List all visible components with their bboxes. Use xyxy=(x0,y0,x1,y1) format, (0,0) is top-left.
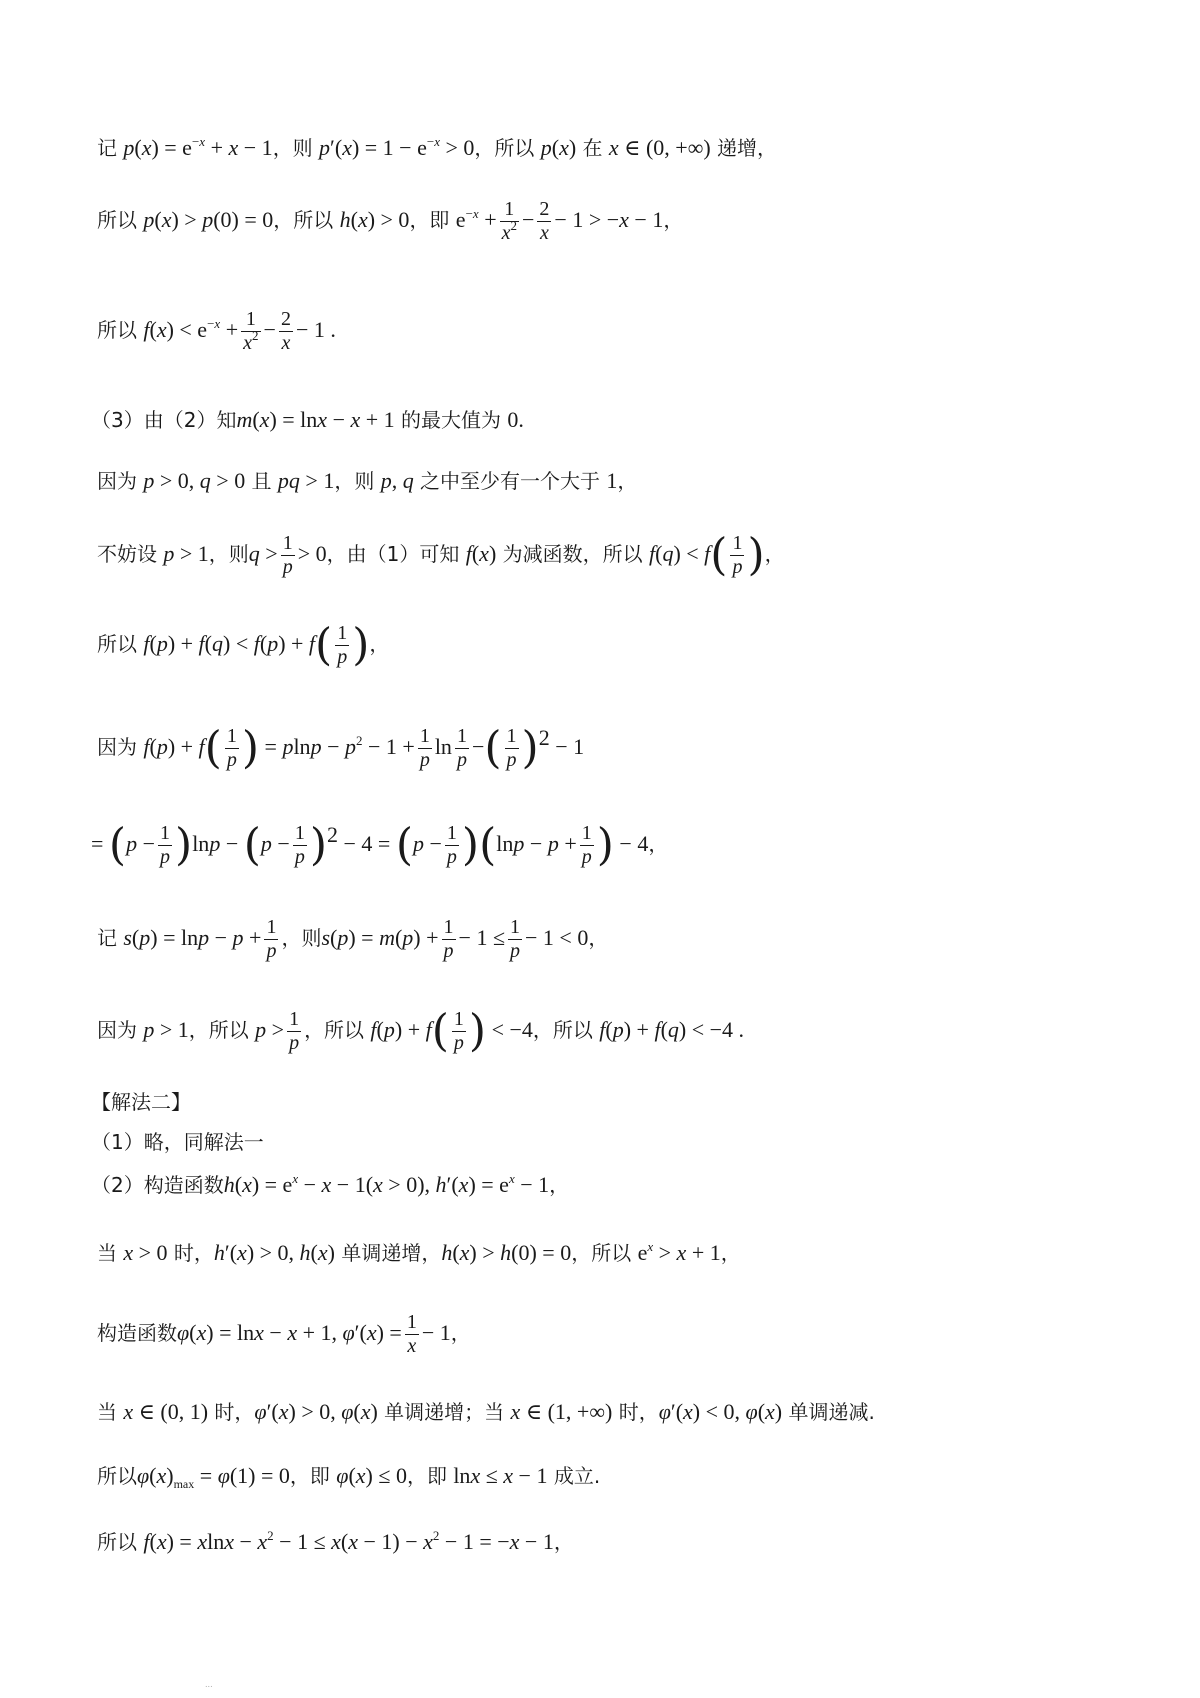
solution-line-17: 当 x ∈ (0, 1) 时，φ′(x) > 0, φ(x) 单调递增；当 x ∈ (1, +∞) 时，φ′(x) < 0, φ(x) 单调递减. xyxy=(97,1399,875,1424)
solution-line-3: 所以 $f(x) < e^{-x}$ + $\frac{1}{x^2}$ − $\frac{2}{x}$ − 1 . xyxy=(97,308,336,354)
solution-line-9: = (p − $\frac{1}{p}$ )lnp − (p − $\frac{1}{p}$ )$^2$ − 4 = (p − $\frac{1}{p}$ )(lnp − p + $\frac{1}{p}$ ) − 4， xyxy=(91,819,669,871)
solution-line-8: 因为 f(p) + f( $\frac{1}{p}$ ) = $plnp - p^2 - 1$ + $\frac{1}{p}$ ln $\frac{1}{p}$ −( $\frac{1}{p}$ )$^2$ − 1 xyxy=(97,722,585,774)
solution-line-14: （2）构造函数$h(x) = e^x - x - 1(x > 0)$, $h'(x) = e^x - 1$， xyxy=(91,1171,570,1197)
solution-line-13: （1）略，同解法一 xyxy=(91,1130,264,1154)
solution-line-4: （3）由（2）知m(x) = lnx − x + 1 的最大值为 0. xyxy=(91,407,524,432)
solution-line-7: 所以 f(p) + f(q) < f(p) + f( $\frac{1}{p}$ )， xyxy=(97,619,390,671)
solution-line-5: 因为 p > 0, q > 0 且 pq > 1，则 p, q 之中至少有一个大于 1， xyxy=(97,468,638,493)
solution-line-11: 因为 p > 1，所以 p > $\frac{1}{p}$ ，所以 f(p) + f( $\frac{1}{p}$ ) < −4，所以 f(p) + f(q) < −4 . xyxy=(97,1005,745,1057)
solution-line-18: 所以$\varphi(x)_{max} = \varphi(1) = 0$，即 φ(x) ≤ 0，即 lnx ≤ x − 1 成立. xyxy=(97,1463,601,1491)
footer-mark: ... xyxy=(205,1680,213,1689)
solution-line-16: 构造函数φ(x) = lnx − x + 1, φ′(x) = $\frac{1}{x}$ − 1， xyxy=(97,1311,471,1357)
solution-line-2: 所以 p(x) > p(0) = 0，所以 h(x) > 0，即 $e^{-x}$ + $\frac{1}{x^2}$ − $\frac{2}{x}$ − 1 > −x − 1， xyxy=(97,198,684,244)
solution-line-1: 记 $p(x) = e^{-x} + x - 1$，则 $p'(x) = 1 - e^{-x} > 0$，所以 p(x) 在 x ∈ (0, +∞) 递增， xyxy=(97,134,778,160)
solution-line-19: 所以 $f(x) = xlnx - x^2 - 1 \le x(x - 1) - x^2 - 1 = -x - 1$， xyxy=(97,1528,574,1554)
solution-line-10: 记 s(p) = lnp − p + $\frac{1}{p}$ ，则s(p) = m(p) + $\frac{1}{p}$ − 1 ≤ $\frac{1}{p}$ − 1 < 0， xyxy=(97,916,609,962)
solution-line-15: 当 x > 0 时，h′(x) > 0, h(x) 单调递增，h(x) > h(0) = 0，所以 $e^x > x + 1$， xyxy=(97,1239,741,1265)
solution-line-6: 不妨设 p > 1，则q > $\frac{1}{p}$ > 0，由（1）可知 f(x) 为减函数，所以 f(q) < f( $\frac{1}{p}$ )， xyxy=(97,529,785,581)
method-two-heading: 【解法二】 xyxy=(91,1090,191,1114)
